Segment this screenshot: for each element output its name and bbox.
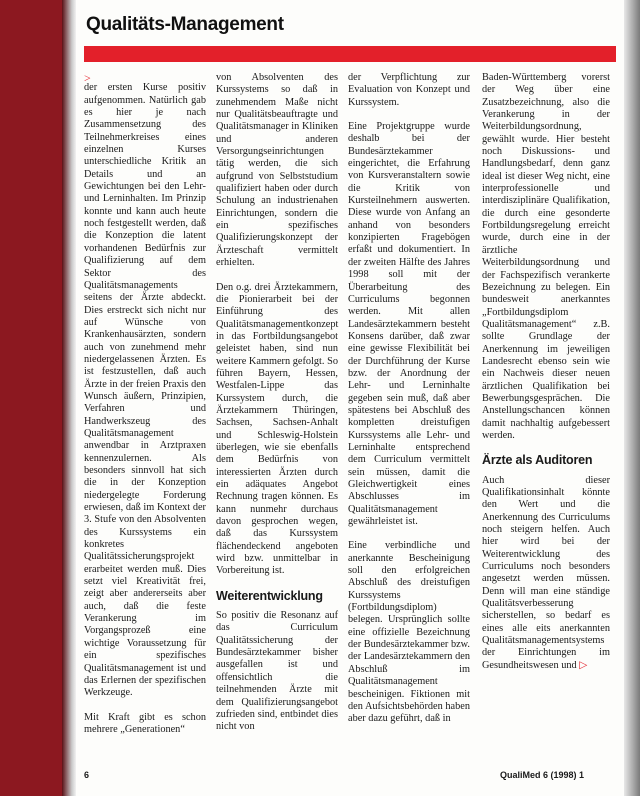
page-edge-shadow (624, 0, 640, 796)
paragraph (482, 475, 610, 673)
paragraph: So positiv die Resonanz auf das Curriculum Qualitätssicherung der Bundesärztekammer bisher ausgefallen ist und offensichtlich die teilnehmenden Ärzte mit dem Qualifizierungsangebot zufrieden sind, entbindet dies nicht von (216, 610, 338, 733)
page-number: 6 (84, 770, 90, 780)
paragraph: der ersten Kurse positiv aufgenommen. Natürlich gab es hier je nach Zusammensetzung des Teilnehmerkreises eines einzelnen Kurses unterschiedliche Kritik an Details und an Gewichtungen bei den Lehr- und Lerninhalten. Im Prinzip konnte und kann auch heute noch festgestellt werden, daß die Konzeption die latent vorhandenen Bedürfnis zur Qualifizierung auf dem Sektor des Qualitätsmanagements seitens der Ärzte abdeckt. Dies erstreckt sich nicht nur auf Wünsche von Krankenhausärzten, sondern auch von zunehmend mehr niedergelassenen Ärzten. Es ist festzustellen, daß auch Ärzte in der freien Praxis den Wunsch äußern, Prinzipien, Verfahren und Handwerkszeug des Qualitätsmanagement anwendbar in Arztpraxen kennenzulernen. Als besonders sinnvoll hat sich die in der Konzeption niedergelegte Forderung erwiesen, daß im Kontext der 3. Stufe von den Absolventen des Kurssystems ein konkretes Qualitätssicherungsprojekt erarbeitet werden muß. Dies setzt viel Kreativität frei, zeigt aber andererseits aber auch, daß die feste Verankerung im Vorgangsprozeß eine wichtige Voraussetzung für ein spezifisches Qualitätsmanagement ist und das Erlernen der spezifischen Werkzeuge. (84, 82, 206, 699)
column-3 (348, 72, 470, 738)
continuation-marker: > (84, 71, 91, 85)
journal-folio: QualiMed 6 (1998) 1 (500, 770, 585, 780)
section-heading-aerzte-als-auditoren: Ärzte als Auditoren (482, 453, 593, 468)
section-heading-weiterentwicklung: Weiterentwicklung (216, 588, 323, 603)
end-marker-icon: ▷ (579, 659, 588, 671)
paragraph-text: Auch dieser Qualifikationsinhalt könnte den Wert und die Anerkennung des Curriculums noch steigern helfen. Auch hier wird bei der Weiterentwicklung des Curriculums noch besonders angesetzt werden müssen. Denn will man eine ständige Qualitätsverbesserung sicherstellen, so bedarf es eines alle eits anerkannten Qualitätsmanagementsystems der Einrichtungen im Gesundheitswesen und (482, 474, 610, 671)
paragraph: Eine verbindliche und anerkannte Bescheinigung soll den erfolgreichen Abschluß des dreistufigen Kurssystems (Fortbildungsdiplom) belegen. Ursprünglich sollte eine offizielle Bezeichnung der Bundesärztekammer bzw. der Landesärztekammern den Abschluß im Qualitätsmanagement bescheinigen. Fiktionen mit den Aufsichtsbehörden haben aber dazu geführt, daß in (348, 540, 470, 725)
column-1 (84, 72, 206, 748)
paragraph: Eine Projektgruppe wurde deshalb bei der Bundesärztekammer eingerichtet, die Erfahrung von Kursveranstaltern sowie die Kritik von Kursteilnehmern auswerten. Diese wurde von Anfang an anhand von besonders konzipierten Fragebögen erfaßt und dokumentiert. In der zweiten Hälfte des Jahres 1998 soll mit der Überarbeitung des Curriculums begonnen werden. Mit allen Landesärztekammern besteht Konsens darüber, daß zwar eine gewisse Flexibilität bei der Durchführung der Kurse bzw. der Anordnung der Lehr- und Lerninhalte gegeben sein muß, daß aber spätestens bei Abschluß des kompletten dreistufigen Kurssystems alle Lehr- und Lerninhalte entsprechend dem Curriculum vermittelt sein müssen, damit die Gleichwertigkeit eines Abschlusses im Qualitätsmanagement gewährleistet ist. (348, 121, 470, 528)
paragraph: der Verpflichtung zur Evaluation von Konzept und Kurssystem. (348, 72, 470, 108)
column-2 (216, 72, 338, 746)
paragraph: Mit Kraft gibt es schon mehrere „Generationen“ (84, 711, 206, 735)
paragraph: von Absolventen des Kurssystems so daß in zunehmendem Maße nicht nur Qualitätsbeauftragte und Qualitätsmanager in Kliniken und anderen Versorgungseinrichtungen tätig werden, die sich aufgrund von Selbststudium qualifiziert haben oder durch Schulung an industrienahen Einrichtungen, sondern die ein spezifisches Qualifizierungskonzept der Ärzteschaft vermittelt erhielten. (216, 72, 338, 269)
paragraph: Baden-Württemberg vorerst der Weg über eine Zusatzbezeichnung, also die Verankerung in der Weiterbildungsordnung, gewählt wurde. Hier besteht noch Diskussions- und Handlungsbedarf, denn ganz ideal ist dieser Weg nicht, eine interprofessionelle und interdisziplinäre Qualifikation, die durch eine gesonderte Fortbildungsregelung erreicht wurde, durch eine in der ärztliche Weiterbildungsordnung und der Fachspezifisch verankerte Bezeichnung zu belegen. Ein bundesweit anerkanntes „Fortbildungsdiplom Qualitätsmanagement“ z.B. sollte Grundlage der Anerkennung im jeweiligen Landesrecht ebenso sein wie ein Nachweis dieser neuen ärztlichen Qualifikation bei Bewerbungsgesprächen. Die Anstellungschancen können damit nachhaltig aufgebessert werden. (482, 72, 610, 441)
document-page (76, 0, 624, 796)
page-title: Qualitäts-Management (86, 14, 284, 35)
column-4 (482, 72, 610, 684)
header-red-bar (84, 46, 616, 62)
page-gutter-shadow (62, 0, 76, 796)
paragraph: Den o.g. drei Ärztekammern, die Pionierarbeit bei der Einführung des Qualitätsmanagementkonzept in das Fortbildungsangebot geleistet haben, sind nun weitere Kammern gefolgt. So führen Bayern, Hessen, Westfalen-Lippe das Kurssystem durch, die Ärztekammern Thüringen, Sachsen, Sachsen-Anhalt und Schleswig-Holstein überlegen, wie sie ebenfalls dem Bedürfnis von interessierten Ärzten durch ein adäquates Angebot Rechnung tragen können. Es kann nunmehr durchaus davon gesprochen wegen, daß das Kurssystem flächendeckend angeboten wird bzw. unmittelbar in Vorbereitung ist. (216, 281, 339, 577)
